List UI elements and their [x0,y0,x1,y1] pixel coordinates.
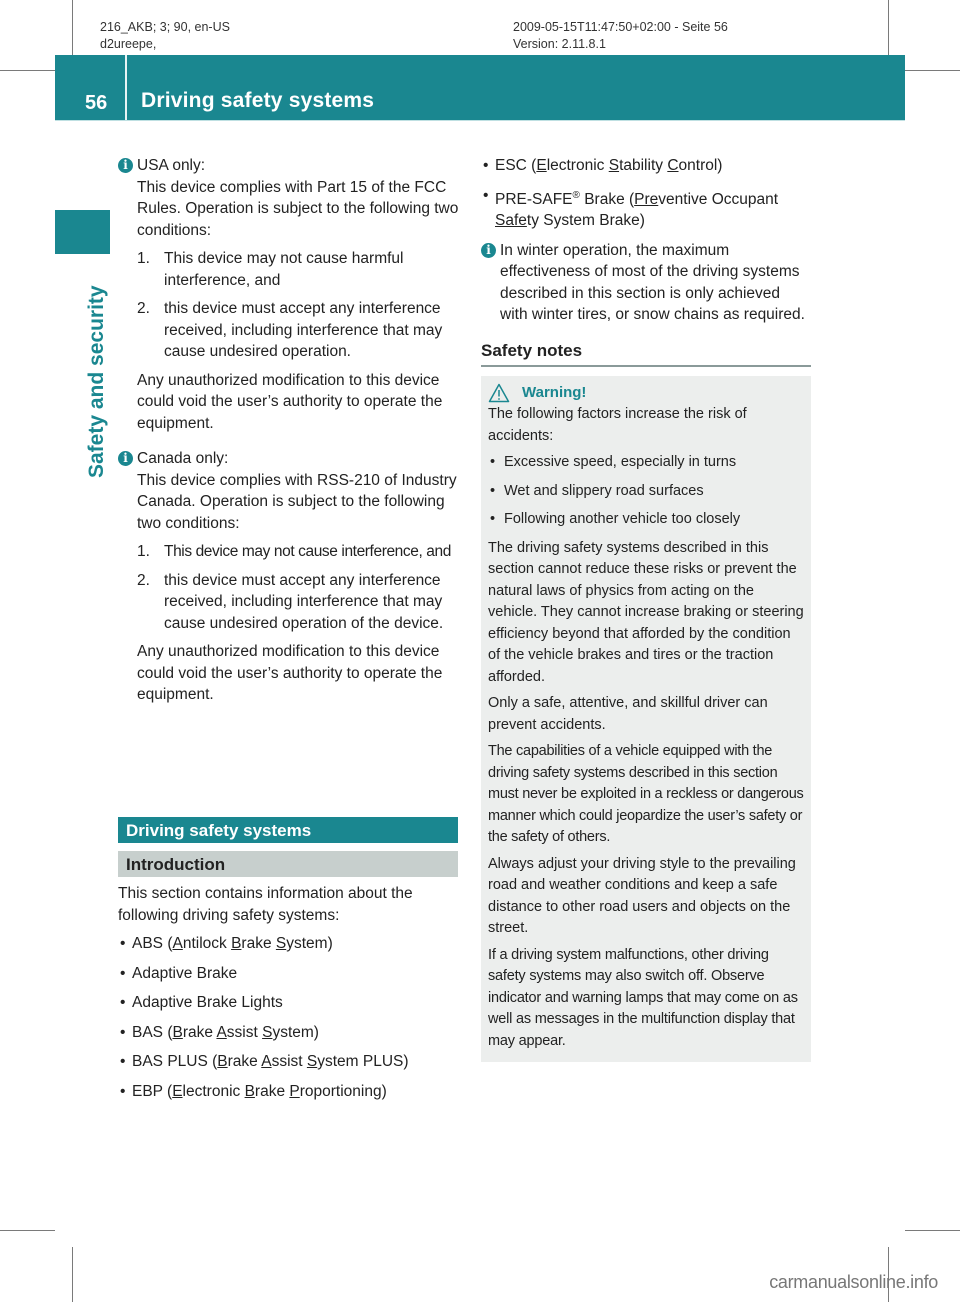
usa-note-closing: Any unauthorized modification to this device could void the user’s authority to operate the equipment. [137,371,443,432]
canada-note [118,448,460,706]
warning-paragraph: The driving safety systems described in this section cannot reduce these risks or prevent the natural laws of physics from acting on the vehicle. They cannot increase braking or steering efficiency beyond that afforded by the condition of the vehicle brakes and tires or the traction afforded. [488,539,804,685]
print-meta-right [513,19,728,53]
list-item: • PRE-SAFE® Brake (Preventive Occupant Safety System Brake) [481,185,811,232]
intro-text: This section contains information about the following driving safety systems: [118,885,413,924]
list-item: • Excessive speed, especially in turns [488,452,804,474]
list-item: • Adaptive Brake [118,963,458,985]
info-icon: i [118,158,133,173]
left-column-lower [118,817,458,1110]
print-meta-timestamp: 2009-05-15T11:47:50+02:00 - Seite 56 [513,20,728,34]
usa-note-intro: This device complies with Part 15 of the FCC Rules. Operation is subject to the following two conditions: [137,178,459,239]
section-tab [83,258,111,478]
subsection-heading: Introduction [118,851,458,877]
item-number: 1. [137,250,150,267]
crop-mark [888,0,889,55]
crop-mark [72,1247,73,1302]
warning-paragraph: If a driving system malfunctions, other driving safety systems may also switch off. Observe indicator and warning lamps that may come on as well as messages in the multifunction display that may appear. [488,946,798,1049]
warning-title-text: Warning! [522,384,587,402]
list-item [137,541,460,563]
list-item: • Following another vehicle too closely [488,509,804,531]
print-meta-version: Version: 2.11.8.1 [513,37,606,51]
page-header [55,55,905,121]
warning-paragraph: Only a safe, attentive, and skillful driver can prevent accidents. [488,695,768,733]
print-meta-left [100,19,230,53]
crop-mark [72,0,73,55]
list-item [137,248,460,291]
crop-mark [905,70,960,71]
usa-note [118,155,460,434]
warning-triangle-icon [488,383,510,403]
item-text: this device must accept any interference received, including interference that may cause undesired operation. [164,300,443,360]
warning-paragraph: Always adjust your driving style to the prevailing road and weather conditions and keep a safe distance to other road users and objects on the street. [488,855,796,937]
item-number: 1. [137,543,150,560]
list-item: • EBP (Electronic Brake Proportioning) [118,1081,458,1103]
canada-note-closing: Any unauthorized modification to this device could void the user’s authority to operate the equipment. [137,643,443,703]
list-item: • ABS (Antilock Brake System) [118,933,458,955]
header-divider [125,55,127,120]
risk-factors [488,452,804,531]
list-item: • Wet and slippery road surfaces [488,481,804,503]
usa-note-title: USA only: [137,157,206,174]
canada-note-title: Canada only: [137,450,229,467]
crop-mark [0,1230,55,1231]
list-item [137,298,460,363]
item-text: This device may not cause interference, and [164,543,451,560]
crop-mark [0,70,55,71]
crop-mark [905,1230,960,1231]
item-text: this device must accept any interference received, including interference that may cause undesired operation of the device. [164,571,444,632]
item-text: This device may not cause harmful interference, and [164,250,404,289]
item-number: 2. [137,300,150,317]
list-item [137,570,460,635]
item-number: 2. [137,571,150,589]
winter-note [481,240,811,326]
list-item: • BAS PLUS (Brake Assist System PLUS) [118,1051,458,1073]
info-icon: i [118,451,133,466]
left-column [118,155,460,706]
page-title: Driving safety systems [141,89,375,112]
list-item: • Adaptive Brake Lights [118,992,458,1014]
winter-note-text: In winter operation, the maximum effectiveness of most of the driving systems described in this section is only achieved with winter tires, or snow chains as required. [500,241,805,324]
warning-intro: The following factors increase the risk of accidents: [488,406,747,444]
section-heading: Driving safety systems [118,817,458,843]
info-icon: i [481,243,496,258]
list-item: • BAS (Brake Assist System) [118,1022,458,1044]
right-column [481,155,811,1062]
systems-list [118,933,458,1102]
section-tab-label: Safety and security [85,285,108,478]
page-number: 56 [85,92,108,114]
watermark: carmanualsonline.info [769,1272,938,1292]
systems-list-continued [481,155,811,232]
safety-notes-heading: Safety notes [481,340,811,368]
section-tab-marker [55,210,110,254]
list-item: • ESC (Electronic Stability Control) [481,155,811,177]
canada-conditions [137,541,460,634]
print-meta-user: d2ureepe, [100,37,157,51]
warning-paragraph: The capabilities of a vehicle equipped with the driving safety systems described in this section must never be exploited in a reckless or dangerous manner which could jeopardize the user’s safety or the safety of others. [488,743,804,846]
warning-title [488,382,804,404]
usa-conditions [137,248,460,363]
canada-note-intro: This device complies with RSS-210 of Industry Canada. Operation is subject to the following two conditions: [137,471,457,532]
print-meta-job: 216_AKB; 3; 90, en-US [100,20,230,34]
warning-box [481,376,811,1062]
